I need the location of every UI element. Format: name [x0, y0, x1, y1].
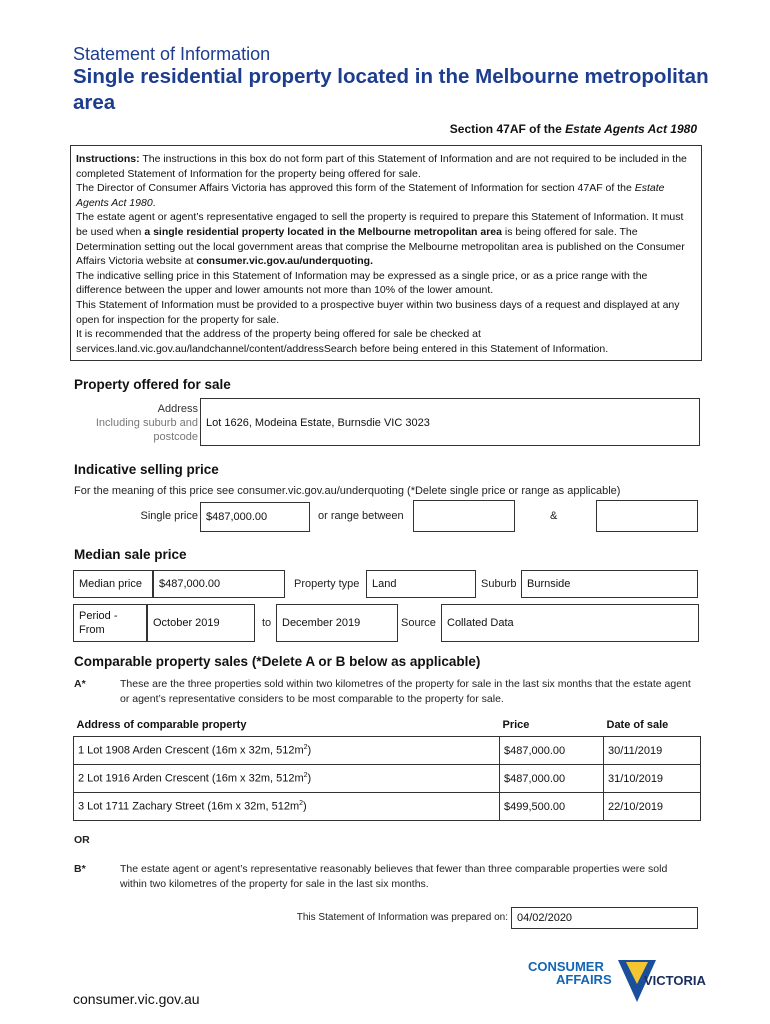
range-low-field[interactable] — [413, 500, 515, 532]
table-row — [74, 737, 701, 765]
row-date[interactable]: 22/10/2019 — [604, 793, 701, 821]
instructions-box — [70, 145, 702, 361]
single-price-label: Single price — [140, 510, 198, 522]
row-address-text: 1 Lot 1908 Arden Crescent (16m x 32m, 512m — [78, 744, 304, 757]
table-row — [74, 765, 701, 793]
row-address-sup: 2 — [303, 744, 308, 752]
table-row — [74, 793, 701, 821]
indicative-note: For the meaning of this price see consumer.vic.gov.au/underquoting (*Delete single price or range as applicable) — [74, 485, 621, 497]
period-label-line-2: From — [79, 624, 105, 636]
period-to-field[interactable]: December 2019 — [276, 604, 398, 642]
instructions-text-3-mid: is being offered for sale. The Determination setting out the local government areas that comprise the Melbourne metropolitan area is published on the Consumer Affairs Victoria website at — [76, 225, 685, 268]
instructions-para-5: This Statement of Information must be provided to a prospective buyer within two business days of a request and displayed at any open for inspection for the property for sale. — [76, 298, 680, 326]
median-heading: Median sale price — [74, 547, 187, 562]
logo-line-2: AFFAIRS — [556, 972, 612, 987]
section-reference — [450, 122, 697, 136]
row-date[interactable]: 31/10/2019 — [604, 765, 701, 793]
period-to-label: to — [262, 617, 272, 629]
col-address-header: Address of comparable property — [76, 719, 247, 731]
option-a-text: These are the three properties sold within two kilometres of the property for sale in the last six months that the estate agent or agent’s representative considers to be most comparable to the property for sale. — [120, 678, 691, 705]
median-price-label: Median price — [73, 570, 153, 598]
row-date[interactable]: 30/11/2019 — [604, 737, 701, 765]
row-address-text: 3 Lot 1711 Zachary Street (16m x 32m, 512m — [78, 800, 300, 813]
row-address-close: ) — [307, 772, 312, 785]
option-b-text: The estate agent or agent’s representative reasonably believes that fewer than three comparable properties were sold within two kilometres of the property for sale in the last six months. — [120, 863, 668, 890]
instructions-text-2: The Director of Consumer Affairs Victoria has approved this form of the Statement of Information for section 47AF of the — [76, 182, 635, 195]
instructions-para-4: The indicative selling price in this Statement of Information may be expressed as a single price, or as a price range with the difference between the upper and lower amounts not more than 10% of the lower amount. — [76, 269, 648, 297]
footer-url[interactable]: consumer.vic.gov.au — [73, 991, 200, 1007]
instructions-text-1: The instructions in this box do not form part of this Statement of Information and are not required to be included in the completed Statement of Information for the property being offered for sale. — [76, 153, 687, 180]
row-price[interactable]: $487,000.00 — [500, 765, 604, 793]
section-prefix: Section 47AF of the — [449, 122, 566, 136]
consumer-affairs-logo — [528, 958, 706, 1008]
median-price-field[interactable]: $487,000.00 — [153, 570, 285, 598]
instructions-label: Instructions: — [76, 153, 140, 165]
instructions-para-3 — [76, 210, 696, 268]
range-label: or range between — [318, 510, 404, 522]
row-price[interactable]: $487,000.00 — [500, 737, 604, 765]
property-type-label: Property type — [294, 578, 360, 590]
range-high-field[interactable] — [596, 500, 698, 532]
logo-line-3: VICTORIA — [644, 973, 706, 988]
source-field[interactable]: Collated Data — [441, 604, 699, 642]
address-field[interactable]: Lot 1626, Modeina Estate, Burnsdie VIC 3023 — [200, 398, 700, 446]
range-amp: & — [550, 510, 558, 522]
row-price[interactable]: $499,500.00 — [500, 793, 604, 821]
period-label — [73, 604, 147, 642]
prepared-on-label: This Statement of Information was prepared on: — [296, 912, 508, 923]
instructions-para-6: It is recommended that the address of the property being offered for sale be checked at services.land.vic.gov.au/landchannel/content/addressSearch before being entered in this Statement of Information. — [76, 328, 609, 355]
or-separator: OR — [74, 834, 90, 846]
period-from-field[interactable]: October 2019 — [147, 604, 255, 642]
row-address[interactable] — [74, 737, 500, 765]
col-date-header: Date of sale — [606, 719, 669, 731]
comparable-table — [73, 714, 701, 821]
source-label: Source — [401, 617, 436, 629]
row-address[interactable] — [74, 793, 500, 821]
prepared-on-field[interactable]: 04/02/2020 — [511, 907, 698, 929]
row-address-close: ) — [303, 800, 307, 813]
row-address-sup: 2 — [303, 772, 308, 780]
comparable-heading: Comparable property sales (*Delete A or B below as applicable) — [74, 654, 481, 669]
col-price-header: Price — [502, 719, 530, 731]
section-act: Estate Agents Act 1980 — [565, 122, 697, 136]
instructions-para-2 — [76, 181, 696, 210]
instructions-text-2-end: . — [152, 196, 156, 209]
row-address-sup: 2 — [299, 800, 304, 808]
address-label-2: Including suburb and — [95, 417, 198, 429]
property-heading: Property offered for sale — [74, 377, 231, 392]
row-address-text: 2 Lot 1916 Arden Crescent (16m x 32m, 512m — [78, 772, 304, 785]
comparable-header-row — [74, 714, 701, 737]
row-address[interactable] — [74, 765, 500, 793]
address-label-3: postcode — [153, 431, 198, 443]
instructions-text-3-bold: a single residential property located in the Melbourne metropolitan area — [144, 225, 502, 238]
address-label-1: Address — [157, 403, 198, 415]
instructions-text-3: The estate agent or agent’s representative engaged to sell the property is required to prepare this Statement of Information. It must be used when — [76, 211, 684, 238]
instructions-act-italic: Estate Agents Act 1980 — [76, 182, 665, 209]
indicative-heading: Indicative selling price — [74, 462, 219, 477]
property-type-field[interactable]: Land — [366, 570, 476, 598]
suburb-field[interactable]: Burnside — [521, 570, 698, 598]
logo-line-1: CONSUMER — [528, 959, 604, 974]
row-address-close: ) — [307, 744, 312, 757]
instructions-para-1 — [76, 152, 696, 181]
option-b-marker: B* — [74, 863, 86, 875]
form-pre-title: Statement of Information — [73, 44, 271, 64]
underquoting-link[interactable]: consumer.vic.gov.au/underquoting. — [196, 255, 373, 268]
suburb-label: Suburb — [481, 578, 517, 590]
period-label-line-1: Period - — [79, 610, 118, 622]
form-title: Single residential property located in the Melbourne metropolitan area — [73, 65, 709, 114]
option-a-marker: A* — [74, 678, 86, 690]
single-price-field[interactable]: $487,000.00 — [200, 502, 310, 532]
